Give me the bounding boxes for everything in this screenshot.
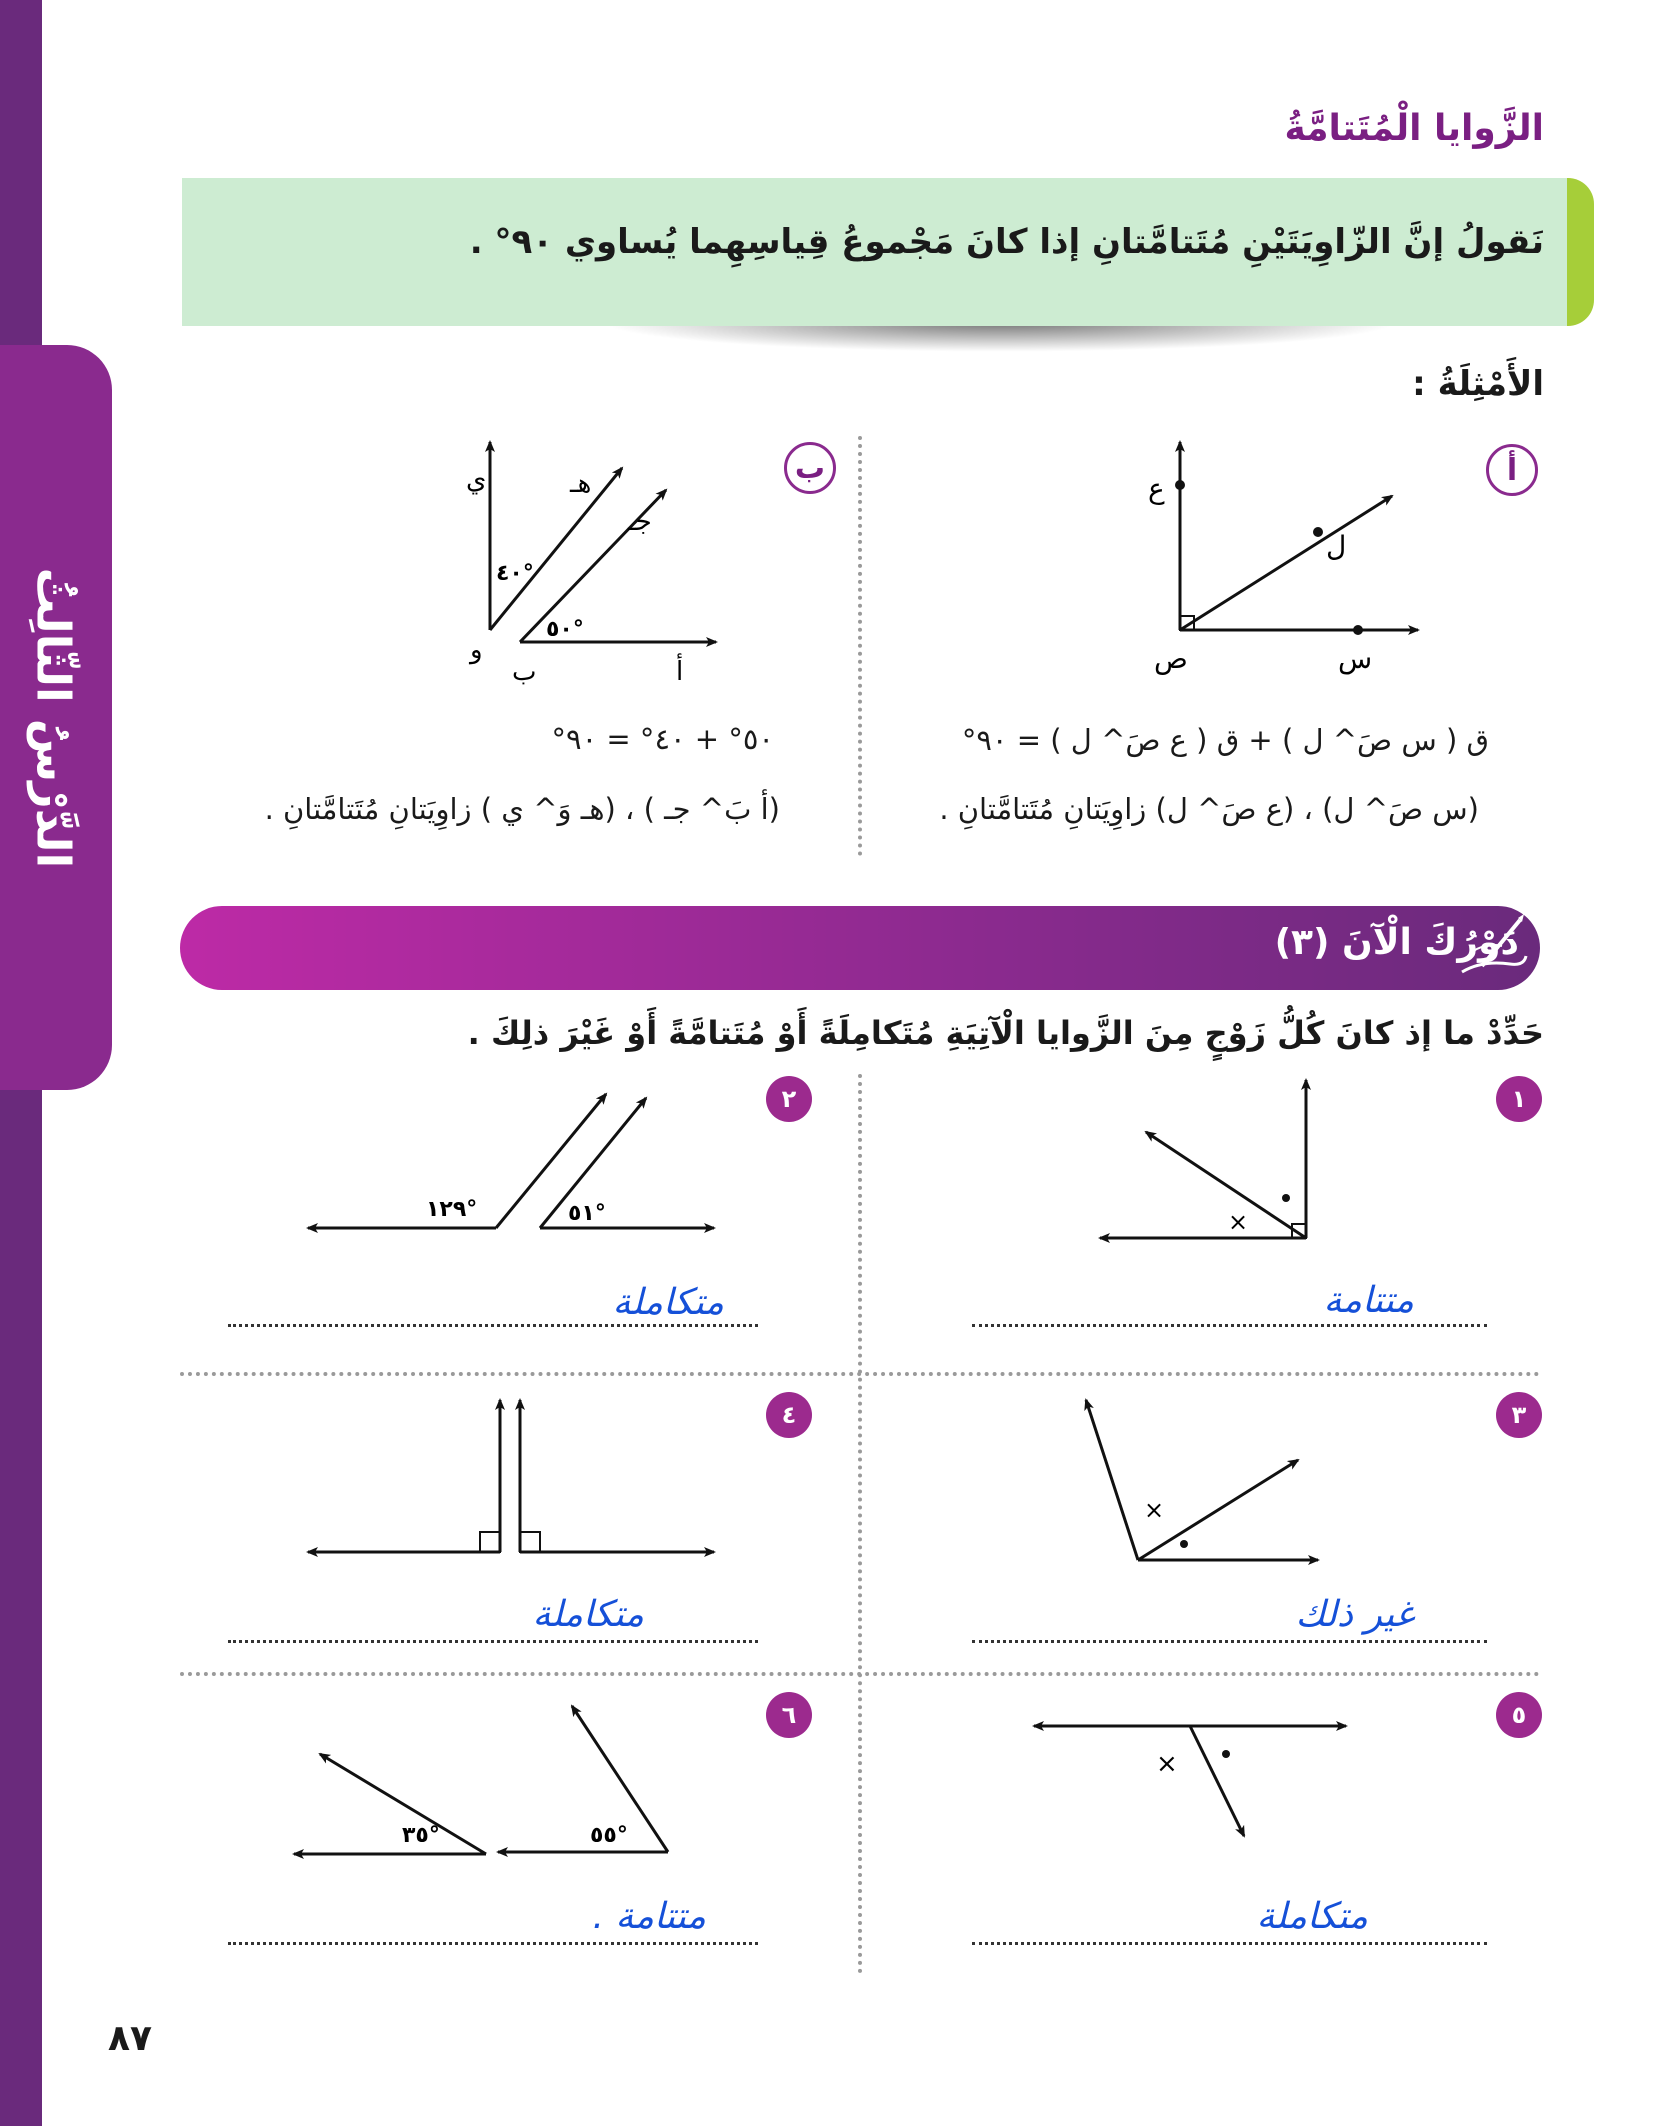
svg-text:×: × <box>1156 1749 1178 1779</box>
page-number: ٨٧ <box>108 2018 152 2059</box>
examples-divider <box>858 436 862 856</box>
svg-text:×: × <box>1144 1496 1165 1524</box>
exercise-2-answer-line <box>228 1324 758 1327</box>
label-ha: هـ <box>570 469 592 499</box>
definition-text: نَقولُ إنَّ الزّاوِيَتَيْنِ مُتَتامَّتانِ إذا كانَ مَجْموعُ قِياسِهِما يُساوي ٩٠° . <box>469 222 1544 262</box>
label-sin: س <box>1338 642 1373 675</box>
label-ba: ب <box>512 657 537 687</box>
exercise-4-diagram <box>300 1392 720 1562</box>
example-b-equation: ٥٠° + ٤٠° = ٩٠° <box>551 722 774 756</box>
definition-accent <box>1567 178 1594 326</box>
exercise-2-angle-b: ٥١° <box>568 1201 606 1226</box>
svg-text:×: × <box>1228 1208 1249 1236</box>
example-a-conclusion: (س صَ^ ل) ، (ع صَ^ ل) زاوِيَتانِ مُتَتامَّتانِ . <box>939 792 1479 826</box>
label-lam: ل <box>1326 530 1347 563</box>
exercise-1-answer-line <box>972 1324 1487 1327</box>
ray-lam <box>1180 496 1392 630</box>
label-jim: جـ <box>628 507 652 537</box>
exercise-5-answer-line <box>972 1942 1487 1945</box>
exercise-1-diagram <box>1090 1070 1330 1250</box>
exercise-3-answer-line <box>972 1640 1487 1643</box>
exercise-6-answer[interactable]: متتامة . <box>592 1896 706 1937</box>
exercise-3-diagram <box>1070 1392 1330 1572</box>
exercise-4-badge: ٤ <box>766 1392 812 1438</box>
practice-title: دَوْرُكَ الْآنَ (٣) <box>1274 922 1519 963</box>
exercise-1-badge: ١ <box>1496 1076 1542 1122</box>
exercise-6-diagram <box>290 1696 690 1866</box>
lesson-tab <box>0 345 112 1090</box>
angle-40: ٤٠° <box>496 561 534 586</box>
exercise-6-answer-line <box>228 1942 758 1945</box>
label-waw: و <box>470 635 483 665</box>
definition-shadow <box>600 322 1400 352</box>
exercise-2-badge: ٢ <box>766 1076 812 1122</box>
exercise-2-answer[interactable]: متكاملة <box>612 1282 724 1323</box>
exercise-2-diagram <box>300 1080 730 1240</box>
example-b-conclusion: (ﺃ بَ^ جـ ) ، (هـ وَ^ ي ) زاوِيَتانِ مُتَتامَّتانِ . <box>264 792 780 826</box>
exercise-1-answer[interactable]: متتامة <box>1323 1280 1414 1321</box>
grid-row-divider-2 <box>180 1672 1540 1676</box>
angle-50: ٥٠° <box>546 617 584 642</box>
exercise-4-answer[interactable]: متكاملة <box>532 1594 644 1635</box>
exercise-5-answer[interactable]: متكاملة <box>1256 1896 1368 1937</box>
example-a-equation: ق ( س صَ^ ل ) + ق ( ع صَ^ ل ) = ٩٠° <box>961 723 1489 757</box>
lesson-label: الدَّرْسُ الثّالِثُ <box>26 567 81 868</box>
exercise-3-answer[interactable]: غير ذلك <box>1295 1594 1414 1635</box>
instruction-text: حَدِّدْ ما إذ كانَ كُلُّ زَوْجٍ مِنَ الزَّوايا الْآتِيَةِ مُتَكامِلَةً أَوْ مُتَتامَّةً أَوْ غَيْرَ ذلِكَ . <box>467 1014 1544 1052</box>
grid-row-divider-1 <box>180 1372 1540 1376</box>
label-sad: ص <box>1154 642 1188 675</box>
exercise-3-badge: ٣ <box>1496 1392 1542 1438</box>
exercise-4-answer-line <box>228 1640 758 1643</box>
label-alif: ﺃ <box>676 657 684 687</box>
exercise-6-angle-b: ٥٥° <box>590 1823 628 1848</box>
grid-vertical-divider <box>858 1074 862 1974</box>
label-ain: ع <box>1148 472 1165 505</box>
example-b-badge: ب <box>784 442 836 494</box>
exercise-2-angle-a: ١٢٩° <box>426 1197 478 1222</box>
exercise-6-badge: ٦ <box>766 1692 812 1738</box>
example-a-diagram <box>1100 430 1440 680</box>
exercise-5-diagram <box>1030 1700 1360 1850</box>
exercise-6-angle-a: ٣٥° <box>402 1823 440 1848</box>
label-ya: ي <box>466 465 487 495</box>
examples-heading: الأَمْثِلَةُ : <box>1412 364 1544 404</box>
example-a-badge: أ <box>1486 444 1538 496</box>
example-b-diagram <box>450 430 750 690</box>
exercise-5-badge: ٥ <box>1496 1692 1542 1738</box>
page-title: الزَّوايا الْمُتَتامَّةُ <box>1284 108 1544 149</box>
